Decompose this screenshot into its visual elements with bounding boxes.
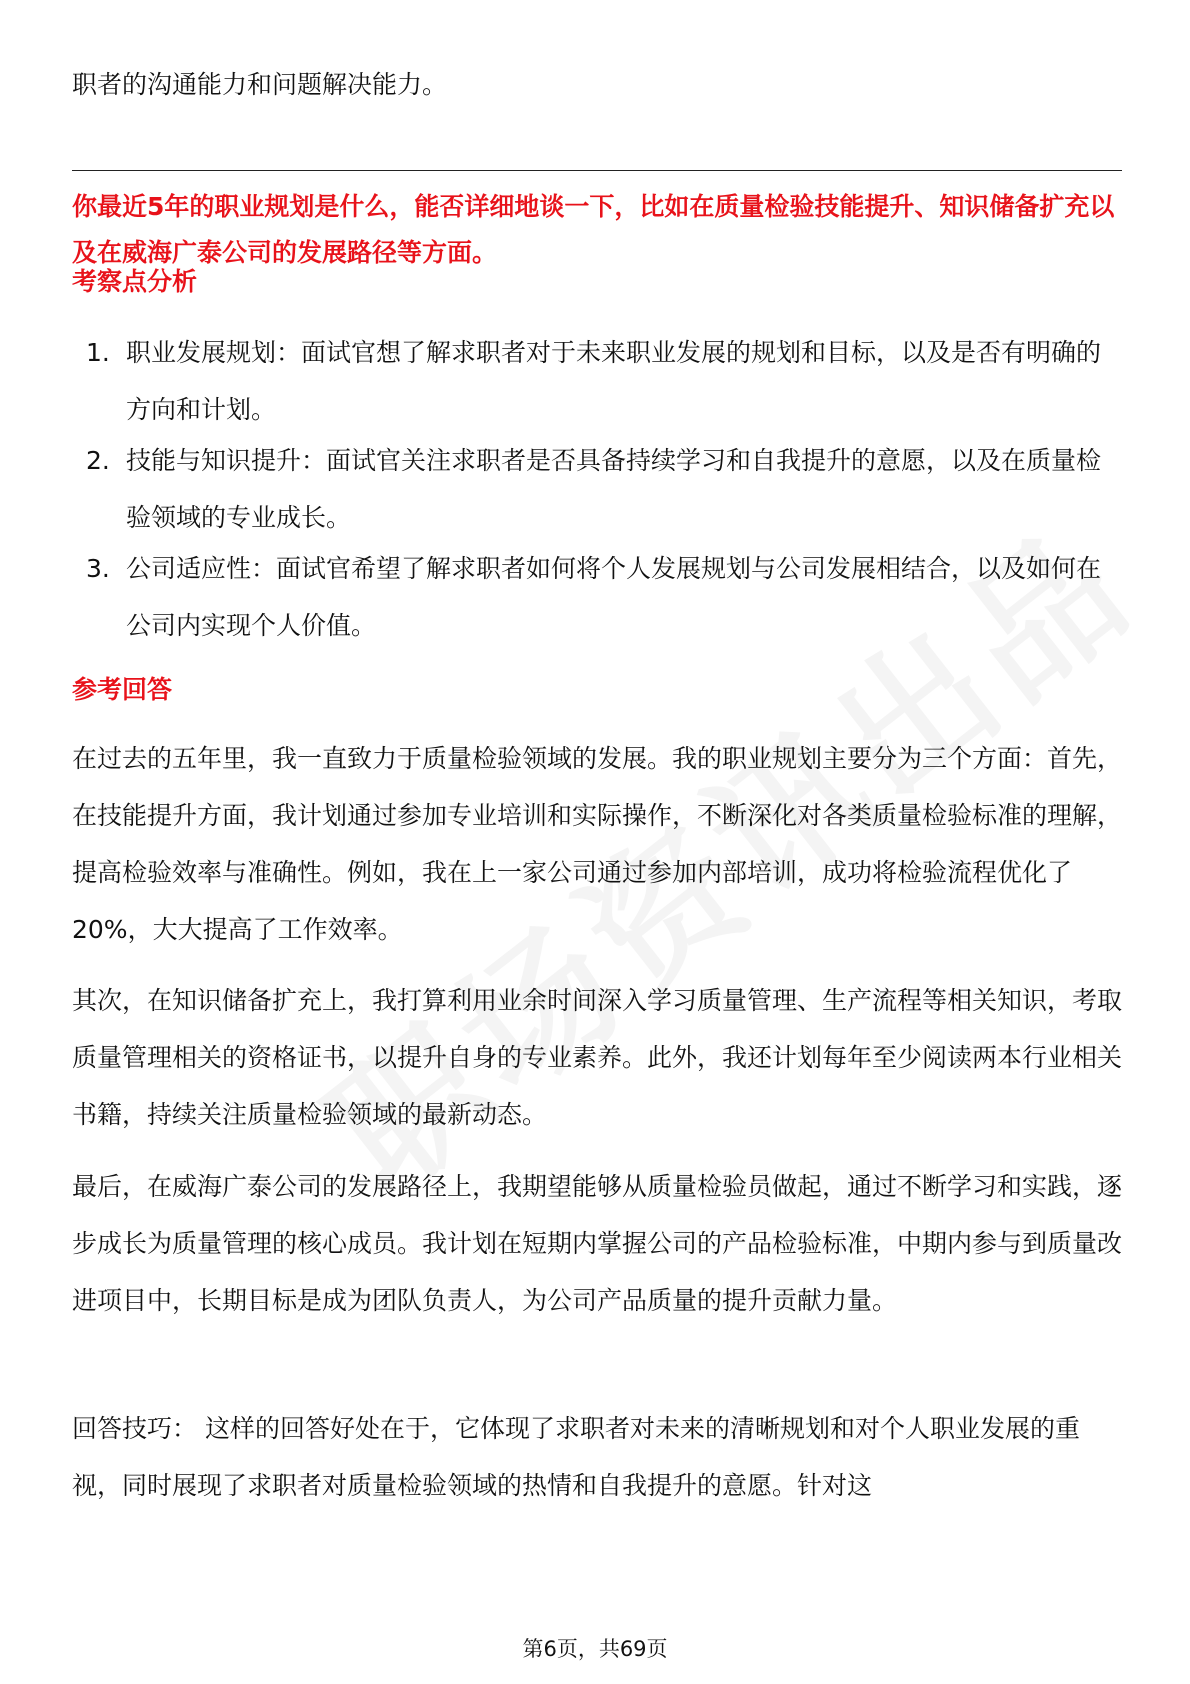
section-divider	[72, 170, 1122, 171]
page-number: 第6页，共69页	[522, 1637, 668, 1661]
answer-paragraph-3: 最后，在威海广泰公司的发展路径上，我期望能够从质量检验员做起，通过不断学习和实践，逐步成长为质量管理的核心成员。我计划在短期内掌握公司的产品检验标准，中期内参与到质量改进项目中，长期目标是成为团队负责人，为公司产品质量的提升贡献力量。	[72, 1172, 1123, 1315]
list-number: 1.	[86, 338, 110, 367]
list-text: 职业发展规划：面试官想了解求职者对于未来职业发展的规划和目标，以及是否有明确的方向和计划。	[126, 338, 1102, 424]
intro-paragraph: 职者的沟通能力和问题解决能力。	[72, 70, 448, 99]
list-number: 3.	[86, 554, 110, 583]
answer-paragraph-1: 在过去的五年里，我一直致力于质量检验领域的发展。我的职业规划主要分为三个方面：首先，在技能提升方面，我计划通过参加专业培训和实际操作，不断深化对各类质量检验标准的理解，提高检验效率与准确性。例如，我在上一家公司通过参加内部培训，成功将检验流程优化了20%，大大提高了工作效率。	[72, 744, 1123, 944]
answer-title: 参考回答	[72, 675, 173, 704]
analysis-title: 考察点分析	[72, 267, 198, 296]
answer-tips-paragraph: 回答技巧： 这样的回答好处在于，它体现了求职者对未来的清晰规划和对个人职业发展的重视，同时展现了求职者对质量检验领域的热情和自我提升的意愿。针对这	[72, 1414, 1080, 1500]
question-heading: 你最近5年的职业规划是什么，能否详细地谈一下，比如在质量检验技能提升、知识储备扩充以及在威海广泰公司的发展路径等方面。	[72, 192, 1115, 267]
list-text: 技能与知识提升：面试官关注求职者是否具备持续学习和自我提升的意愿，以及在质量检验领域的专业成长。	[126, 446, 1102, 532]
list-text: 公司适应性：面试官希望了解求职者如何将个人发展规划与公司发展相结合，以及如何在公司内实现个人价值。	[126, 554, 1102, 640]
list-number: 2.	[86, 446, 110, 475]
answer-paragraph-2: 其次，在知识储备扩充上，我打算利用业余时间深入学习质量管理、生产流程等相关知识，考取质量管理相关的资格证书，以提升自身的专业素养。此外，我还计划每年至少阅读两本行业相关书籍，持续关注质量检验领域的最新动态。	[72, 986, 1123, 1129]
